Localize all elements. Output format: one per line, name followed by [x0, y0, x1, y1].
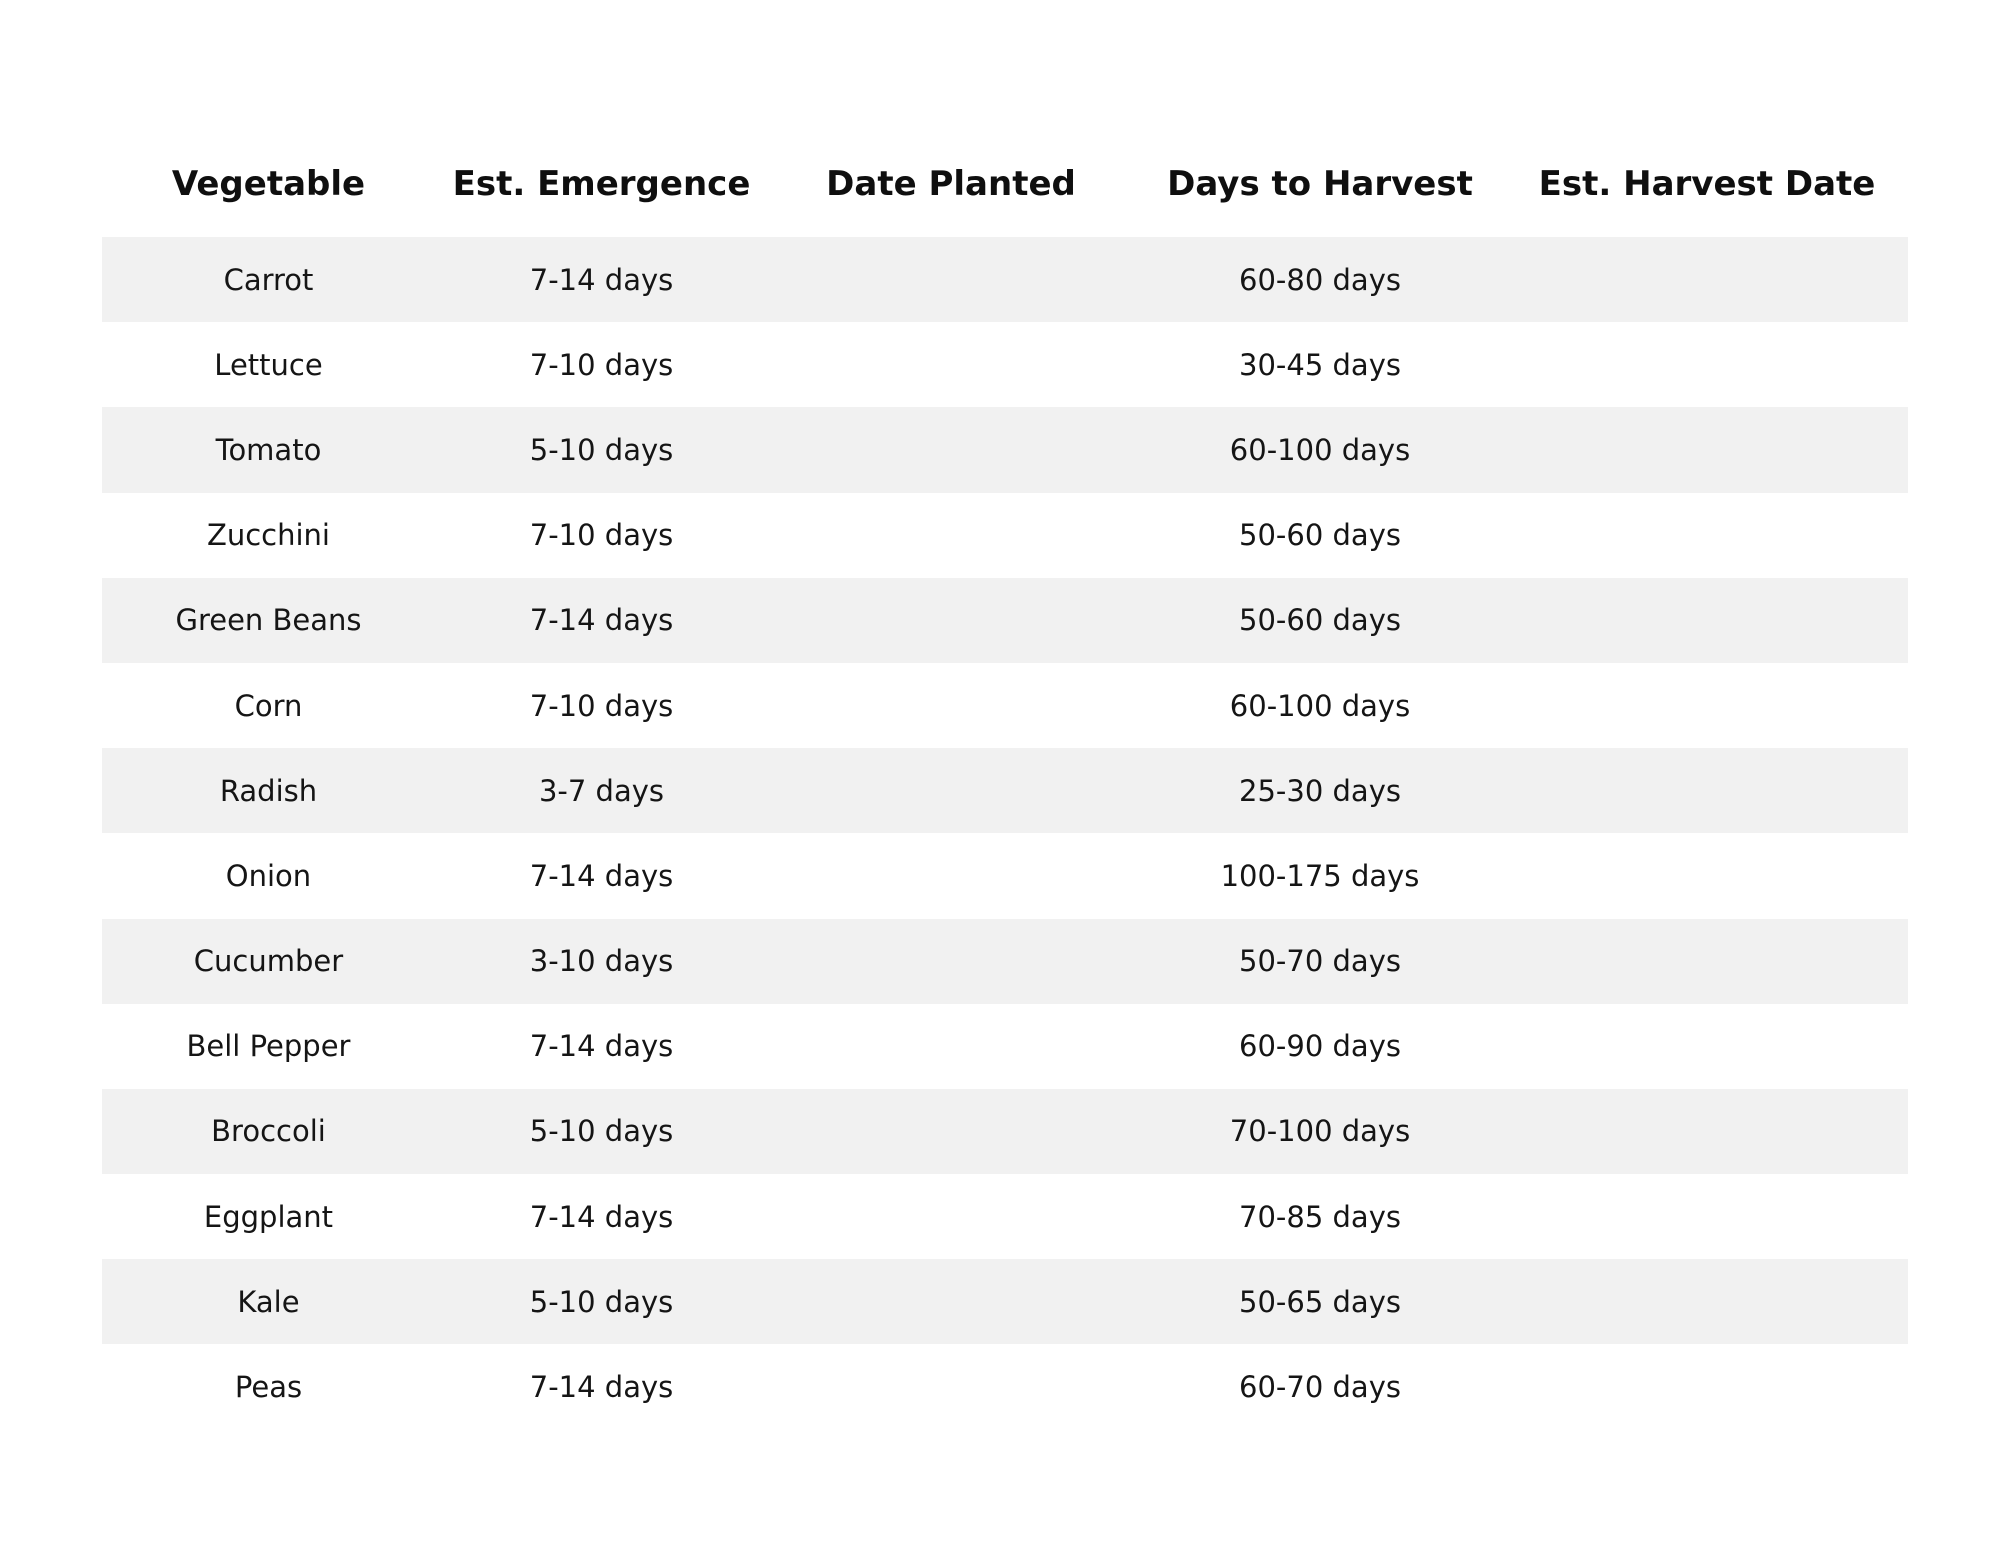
- header-date-planted: Date Planted: [826, 163, 1076, 204]
- cell-emergence: 5-10 days: [529, 1284, 674, 1319]
- cell-days-to-harvest: 50-60 days: [1239, 518, 1401, 553]
- cell-emergence: 7-10 days: [529, 688, 674, 723]
- table-header-row: [102, 130, 1908, 237]
- cell-emergence: 7-10 days: [529, 518, 674, 553]
- cell-vegetable: Tomato: [215, 432, 322, 467]
- table-row: [102, 493, 1908, 578]
- cell-vegetable: Peas: [234, 1370, 303, 1405]
- cell-days-to-harvest: 100-175 days: [1220, 858, 1420, 893]
- cell-emergence: 7-14 days: [529, 1370, 674, 1405]
- cell-days-to-harvest: 60-100 days: [1229, 432, 1411, 467]
- table-row: [102, 322, 1908, 407]
- cell-emergence: 7-14 days: [529, 858, 674, 893]
- table-row: [102, 1004, 1908, 1089]
- table-row: [102, 663, 1908, 748]
- cell-days-to-harvest: 50-65 days: [1239, 1284, 1401, 1319]
- table-row: [102, 1344, 1908, 1429]
- cell-vegetable: Onion: [225, 858, 312, 893]
- cell-days-to-harvest: 70-85 days: [1239, 1199, 1401, 1234]
- cell-vegetable: Cucumber: [193, 944, 344, 979]
- header-est-emergence: Est. Emergence: [452, 163, 751, 204]
- table-row: [102, 919, 1908, 1004]
- cell-days-to-harvest: 70-100 days: [1229, 1114, 1411, 1149]
- table-row: [102, 748, 1908, 833]
- cell-emergence: 3-10 days: [529, 944, 674, 979]
- header-est-harvest-date: Est. Harvest Date: [1538, 163, 1876, 204]
- cell-vegetable: Zucchini: [206, 518, 330, 553]
- cell-days-to-harvest: 50-70 days: [1239, 944, 1401, 979]
- table-row: [102, 1089, 1908, 1174]
- cell-emergence: 5-10 days: [529, 432, 674, 467]
- cell-vegetable: Carrot: [223, 262, 314, 297]
- cell-vegetable: Radish: [219, 773, 318, 808]
- cell-vegetable: Eggplant: [203, 1199, 334, 1234]
- cell-days-to-harvest: 60-70 days: [1239, 1370, 1401, 1405]
- table-row: [102, 833, 1908, 918]
- table-row: [102, 407, 1908, 492]
- cell-vegetable: Lettuce: [214, 347, 323, 382]
- header-vegetable: Vegetable: [171, 163, 366, 204]
- cell-days-to-harvest: 30-45 days: [1239, 347, 1401, 382]
- cell-days-to-harvest: 60-100 days: [1229, 688, 1411, 723]
- cell-vegetable: Bell Pepper: [186, 1029, 351, 1064]
- cell-vegetable: Broccoli: [211, 1114, 326, 1149]
- cell-days-to-harvest: 50-60 days: [1239, 603, 1401, 638]
- cell-vegetable: Corn: [234, 688, 303, 723]
- header-days-to-harvest: Days to Harvest: [1167, 163, 1473, 204]
- table-body: [102, 237, 1908, 1430]
- cell-days-to-harvest: 60-90 days: [1239, 1029, 1401, 1064]
- cell-vegetable: Green Beans: [175, 603, 362, 638]
- cell-vegetable: Kale: [237, 1284, 300, 1319]
- cell-emergence: 7-14 days: [529, 262, 674, 297]
- cell-emergence: 7-14 days: [529, 603, 674, 638]
- table-row: [102, 237, 1908, 322]
- cell-days-to-harvest: 60-80 days: [1239, 262, 1401, 297]
- table-row: [102, 578, 1908, 663]
- cell-emergence: 5-10 days: [529, 1114, 674, 1149]
- table-row: [102, 1259, 1908, 1344]
- table-row: [102, 1174, 1908, 1259]
- cell-emergence: 7-14 days: [529, 1029, 674, 1064]
- cell-emergence: 7-10 days: [529, 347, 674, 382]
- cell-days-to-harvest: 25-30 days: [1239, 773, 1401, 808]
- cell-emergence: 3-7 days: [538, 773, 665, 808]
- planting-schedule-table: [102, 130, 1908, 1430]
- cell-emergence: 7-14 days: [529, 1199, 674, 1234]
